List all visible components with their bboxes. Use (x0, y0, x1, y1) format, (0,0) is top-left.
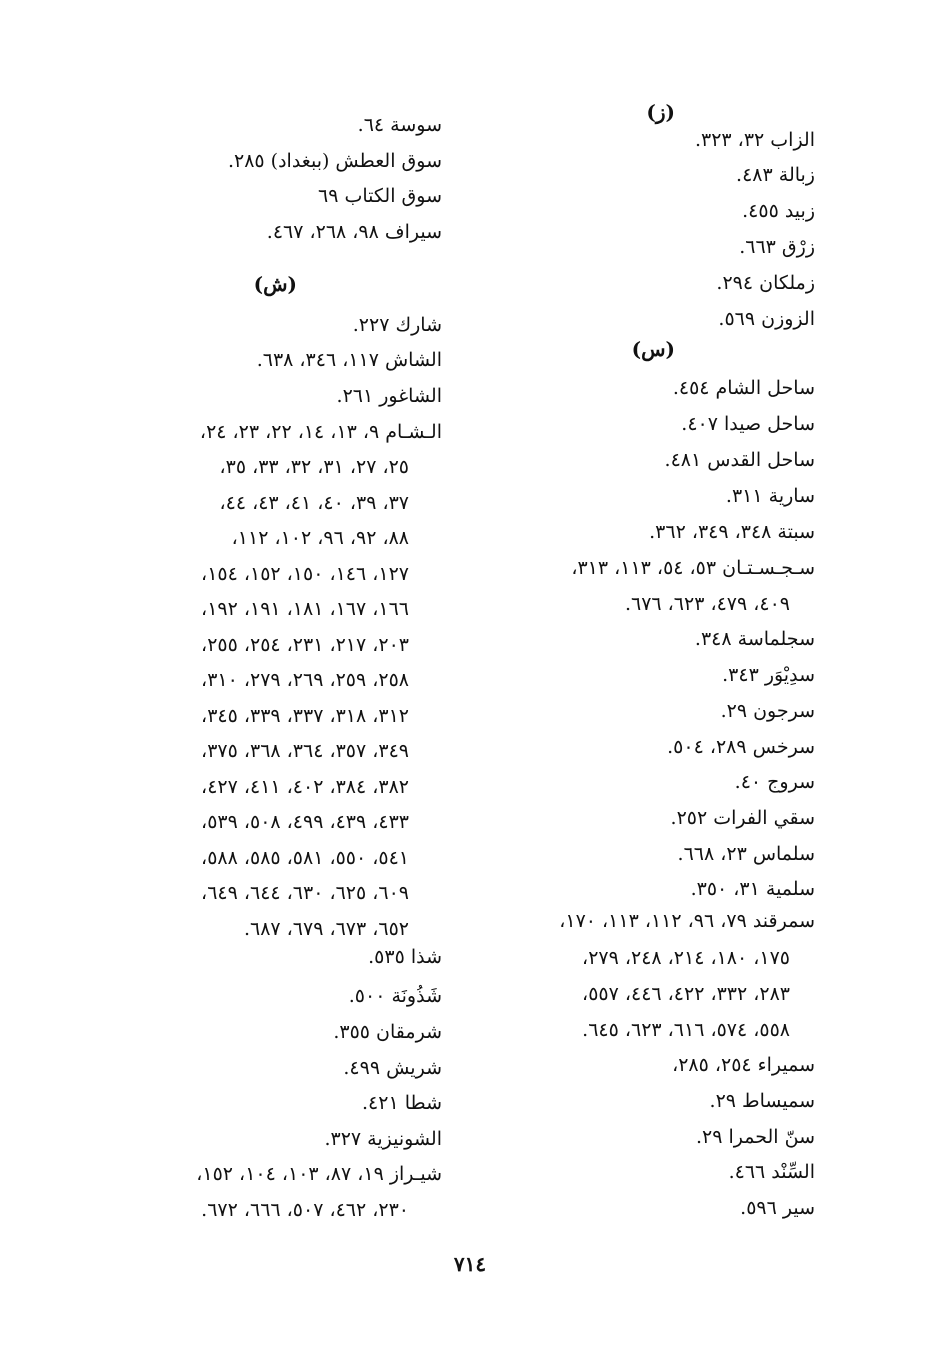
index-entry: سلمية ٣١، ٣٥٠. (690, 878, 815, 900)
index-entry-continuation: ٣١٢، ٣١٨، ٣٣٧، ٣٣٩، ٣٤٥، (201, 705, 409, 727)
index-entry-continuation: ٥٥٨، ٥٧٤، ٦١٦، ٦٢٣، ٦٤٥. (582, 1019, 790, 1041)
index-entry: سميساط ٢٩. (709, 1090, 815, 1112)
index-entry-continuation: ٦٠٩، ٦٢٥، ٦٣٠، ٦٤٤، ٦٤٩، (201, 882, 409, 904)
index-entry-continuation: ١٦٦، ١٦٧، ١٨١، ١٩١، ١٩٢، (201, 598, 409, 620)
index-entry: سارية ٣١١. (725, 485, 815, 507)
index-entry: سيراف ٩٨، ٢٦٨، ٤٦٧. (266, 221, 442, 243)
index-entry: زبالة ٤٨٣. (736, 164, 815, 186)
index-entry: شطا ٤٢١. (361, 1092, 442, 1114)
index-entry-continuation: ٢٣٠، ٤٦٢، ٥٠٧، ٦٦٦، ٦٧٢. (201, 1199, 409, 1221)
index-entry: سمرقند ٧٩، ٩٦، ١١٢، ١١٣، ١٧٠، (559, 910, 815, 932)
index-entry-continuation: ١٢٧، ١٤٦، ١٥٠، ١٥٢، ١٥٤، (201, 563, 409, 585)
index-entry: ساحل الشام ٤٥٤. (672, 377, 815, 399)
section-header: (ز) (646, 100, 675, 124)
index-entry: سير ٥٩٦. (740, 1197, 815, 1219)
index-entry: الشونيزية ٣٢٧. (324, 1128, 442, 1150)
index-entry-continuation: ٣٨٢، ٣٨٤، ٤٠٢، ٤١١، ٤٢٧، (201, 776, 409, 798)
index-entry: الزاب ٣٢، ٣٢٣. (694, 129, 815, 151)
index-entry-continuation: ٨٨، ٩٢، ٩٦، ١٠٢، ١١٢، (231, 527, 409, 549)
index-entry: شيـراز ١٩، ٨٧، ١٠٣، ١٠٤، ١٥٢، (196, 1163, 442, 1185)
index-entry: سوسة ٦٤. (357, 114, 442, 136)
index-entry: ساحل صيدا ٤٠٧. (681, 413, 815, 435)
index-entry-continuation: ٢٥، ٢٧، ٣١، ٣٢، ٣٣، ٣٥، (219, 456, 409, 478)
section-header: (ش) (253, 272, 297, 296)
index-entry: سميراء ٢٥٤، ٢٨٥، (672, 1054, 815, 1076)
index-entry: سدِيْوَر ٣٤٣. (722, 664, 815, 686)
index-entry: السِّنْد ٤٦٦. (728, 1161, 815, 1183)
index-entry-continuation: ٢٨٣، ٣٣٢، ٤٢٢، ٤٤٦، ٥٥٧، (582, 983, 790, 1005)
index-entry-continuation: ٤٠٩، ٤٧٩، ٦٢٣، ٦٧٦. (624, 593, 790, 615)
index-entry-continuation: ٣٧، ٣٩، ٤٠، ٤١، ٤٣، ٤٤، (219, 492, 409, 514)
section-header: (س) (631, 337, 675, 361)
index-entry: زملكان ٢٩٤. (716, 272, 815, 294)
index-entry-continuation: ٢٠٣، ٢١٧، ٢٣١، ٢٥٤، ٢٥٥، (201, 634, 409, 656)
index-entry: سنّ الحمرا ٢٩. (695, 1126, 815, 1148)
index-entry-continuation: ٥٤١، ٥٥٠، ٥٨١، ٥٨٥، ٥٨٨، (201, 847, 409, 869)
index-entry: الشاغور ٢٦١. (336, 385, 442, 407)
index-entry: زبيد ٤٥٥. (742, 200, 815, 222)
index-entry: زرْق ٦٦٣. (739, 236, 815, 258)
index-entry: شَذُونَة ٥٠٠. (348, 985, 442, 1007)
index-entry: سـجـسـتـان ٥٣، ٥٤، ١١٣، ٣١٣، (571, 557, 815, 579)
index-entry: سلماس ٢٣، ٦٦٨. (677, 843, 815, 865)
index-entry: سبتة ٣٤٨، ٣٤٩، ٣٦٢. (649, 521, 815, 543)
index-entry: سقي الفرات ٢٥٢. (670, 807, 815, 829)
index-entry: سجلماسة ٣٤٨. (694, 628, 815, 650)
index-entry: شارك ٢٢٧. (352, 314, 442, 336)
page-number: ٧١٤ (453, 1252, 487, 1276)
index-entry: سرخس ٢٨٩، ٥٠٤. (667, 736, 815, 758)
index-entry-continuation: ٦٥٢، ٦٧٣، ٦٧٩، ٦٨٧. (243, 918, 409, 940)
index-entry: سروج ٤٠. (734, 771, 815, 793)
index-entry: شريش ٤٩٩. (343, 1057, 442, 1079)
index-entry: الـشـام ٩، ١٣، ١٤، ٢٢، ٢٣، ٢٤، (199, 421, 442, 443)
index-entry: شذا ٥٣٥. (368, 946, 442, 968)
index-entry: الزوزن ٥٦٩. (718, 308, 815, 330)
index-entry-continuation: ٢٥٨، ٢٥٩، ٢٦٩، ٢٧٩، ٣١٠، (201, 669, 409, 691)
index-entry: شرمقان ٣٥٥. (333, 1021, 442, 1043)
index-entry: سرجون ٢٩. (720, 700, 815, 722)
index-entry: سوق الكتاب ٦٩ (318, 185, 442, 207)
index-entry: الشاش ١١٧، ٣٤٦، ٦٣٨. (256, 349, 442, 371)
index-entry: سوق العطش (ببغداد) ٢٨٥. (227, 150, 442, 172)
index-entry-continuation: ٣٤٩، ٣٥٧، ٣٦٤، ٣٦٨، ٣٧٥، (201, 740, 409, 762)
index-entry: ساحل القدس ٤٨١. (664, 449, 815, 471)
index-entry-continuation: ٤٣٣، ٤٣٩، ٤٩٩، ٥٠٨، ٥٣٩، (201, 811, 409, 833)
index-entry-continuation: ١٧٥، ١٨٠، ٢١٤، ٢٤٨، ٢٧٩، (582, 947, 790, 969)
